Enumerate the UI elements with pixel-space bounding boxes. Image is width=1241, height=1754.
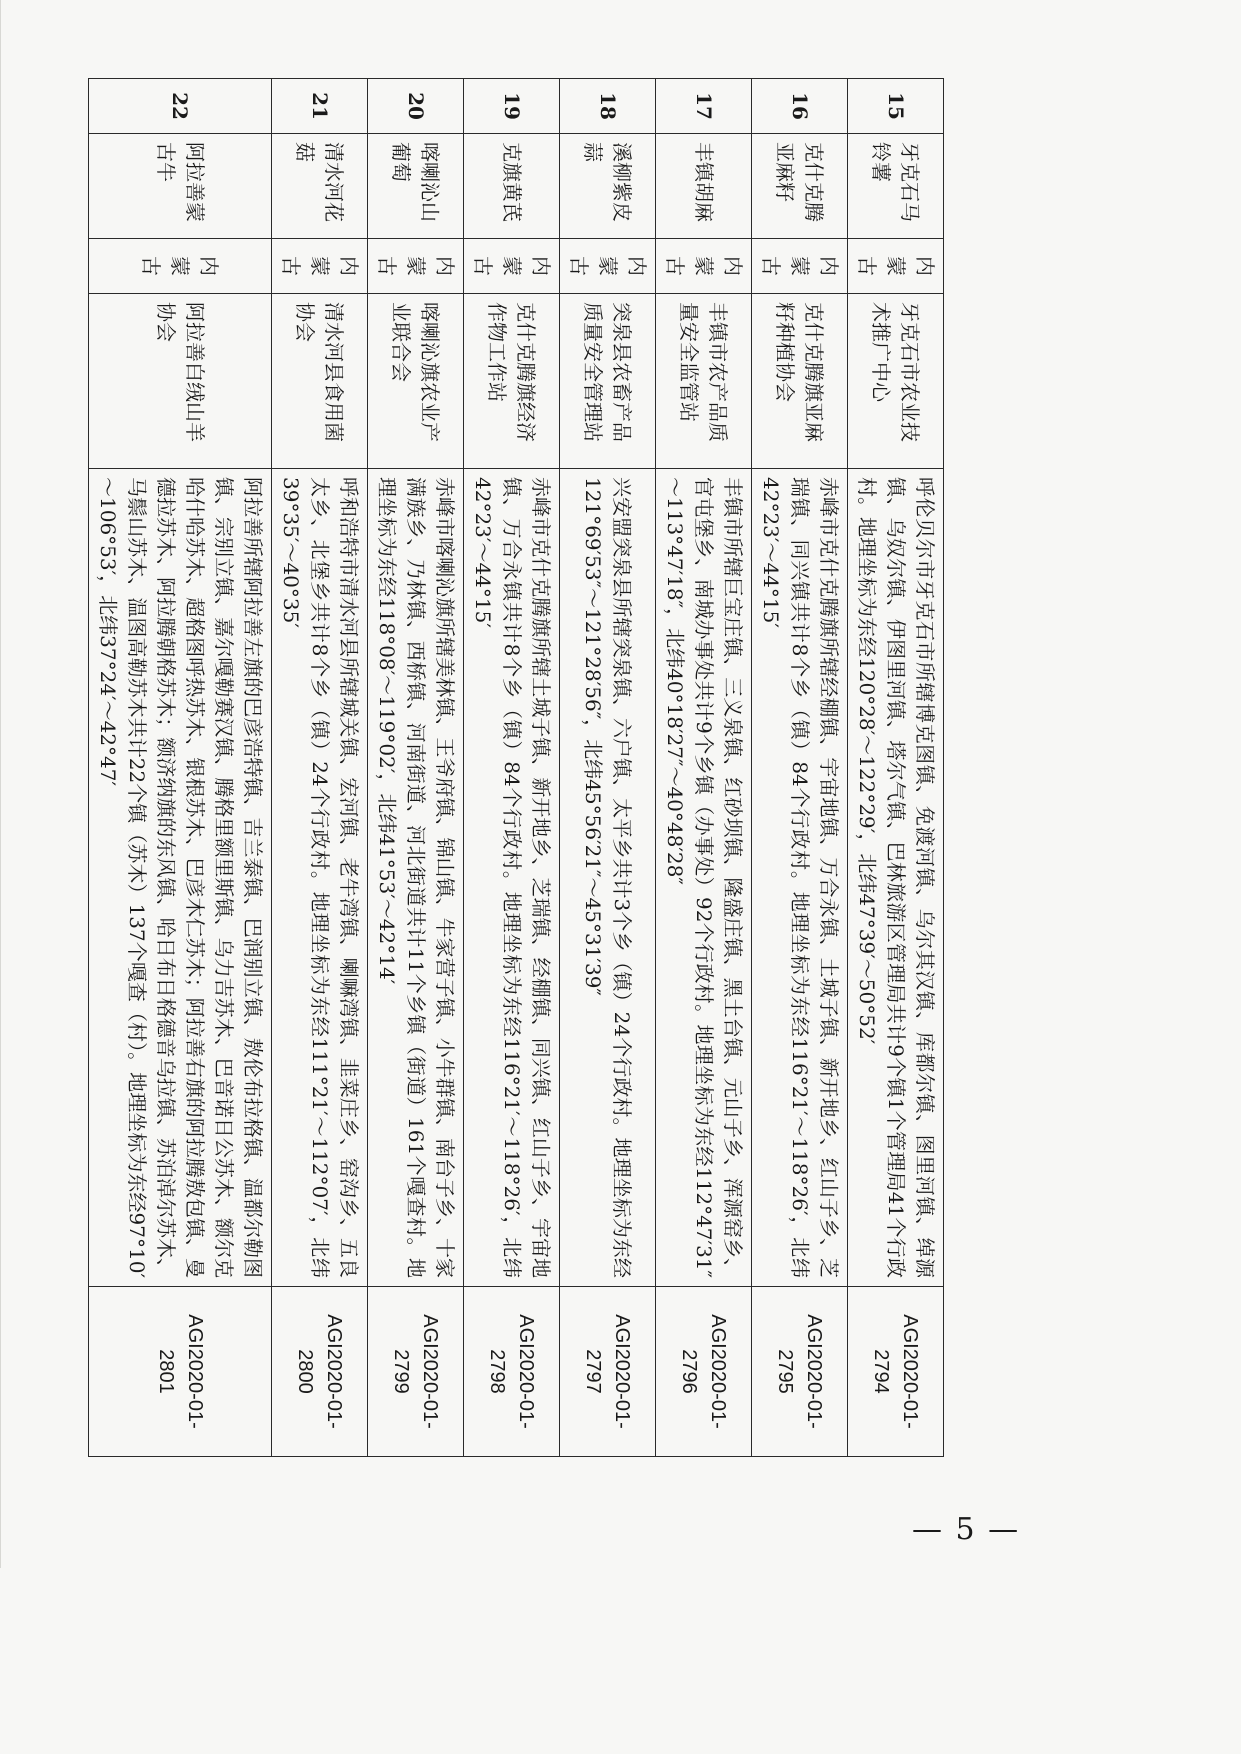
row-number: 19 (464, 79, 560, 134)
table-row (656, 79, 752, 1457)
row-number: 20 (368, 79, 464, 134)
product-name: 克旗黄芪 (464, 134, 560, 239)
protection-scope: 赤峰市克什克腾旗所辖经棚镇、宇宙地镇、万合永镇、土城子镇、新开地乡、红山子乡、芝瑞镇、同兴镇共计8个乡（镇）84个行政村。地理坐标为东经116°21′～118°26′，北纬42°23′～44°15′ (752, 469, 848, 1287)
certificate-code: AGI2020-01-2800 (272, 1287, 368, 1457)
table-row (89, 79, 272, 1457)
certificate-code: AGI2020-01-2799 (368, 1287, 464, 1457)
product-name: 清水河花菇 (272, 134, 368, 239)
row-number: 17 (656, 79, 752, 134)
applicant: 阿拉善白绒山羊协会 (89, 294, 272, 469)
certificate-code: AGI2020-01-2795 (752, 1287, 848, 1457)
certificate-code: AGI2020-01-2796 (656, 1287, 752, 1457)
certificate-code: AGI2020-01-2794 (848, 1287, 944, 1457)
applicant: 克什克腾旗经济作物工作站 (464, 294, 560, 469)
applicant: 清水河县食用菌协会 (272, 294, 368, 469)
province: 内蒙古 (89, 239, 272, 294)
table-row (368, 79, 464, 1457)
row-number: 21 (272, 79, 368, 134)
applicant: 突泉县农畜产品质量安全管理站 (560, 294, 656, 469)
protection-scope: 阿拉善所辖阿拉善左旗的巴彦浩特镇、吉兰泰镇、巴润别立镇、敖伦布拉格镇、温都尔勒图镇、宗别立镇、嘉尔嘎勒赛汉镇、腾格里额里斯镇、乌力吉苏木、巴音诺日公苏木、额尔克哈什哈苏木、超格图呼热苏木、银根苏木、巴彦木仁苏木；阿拉善右旗的阿拉腾敖包镇、曼德拉苏木、阿拉腾朝格苏木；额济纳旗的东风镇、哈日布日格德音乌拉镇、苏泊淖尔苏木、马鬃山苏木、温图高勒苏木共计22个镇（苏木）137个嘎查（村）。地理坐标为东经97°10′～106°53′，北纬37°24′～42°47′ (89, 469, 272, 1287)
page-number: — 5 — (912, 1512, 1021, 1547)
product-name: 丰镇胡麻 (656, 134, 752, 239)
row-number: 22 (89, 79, 272, 134)
protection-scope: 赤峰市克什克腾旗所辖土城子镇、新开地乡、芝瑞镇、经棚镇、同兴镇、红山子乡、宇宙地镇、万合永镇共计8个乡（镇）84个行政村。地理坐标为东经116°21′～118°26′，北纬42°23′～44°15′ (464, 469, 560, 1287)
applicant: 克什克腾旗亚麻籽种植协会 (752, 294, 848, 469)
table-row (848, 79, 944, 1457)
table-row (272, 79, 368, 1457)
registration-table (88, 78, 944, 1457)
table-row (560, 79, 656, 1457)
applicant: 牙克石市农业技术推广中心 (848, 294, 944, 469)
province: 内蒙古 (752, 239, 848, 294)
product-name: 牙克石马铃薯 (848, 134, 944, 239)
row-number: 18 (560, 79, 656, 134)
product-name: 喀喇沁山葡萄 (368, 134, 464, 239)
table-row (464, 79, 560, 1457)
product-name: 阿拉善蒙古牛 (89, 134, 272, 239)
row-number: 15 (848, 79, 944, 134)
province: 内蒙古 (464, 239, 560, 294)
certificate-code: AGI2020-01-2798 (464, 1287, 560, 1457)
certificate-code: AGI2020-01-2797 (560, 1287, 656, 1457)
rotated-table-wrapper (96, 78, 944, 1456)
province: 内蒙古 (272, 239, 368, 294)
protection-scope: 呼和浩特市清水河县所辖城关镇、宏河镇、老牛湾镇、喇嘛湾镇、韭菜庄乡、窑沟乡、五良太乡、北堡乡共计8个乡（镇）24个行政村。地理坐标为东经111°21′～112°07′，北纬39°35′～40°35′ (272, 469, 368, 1287)
table-row (752, 79, 848, 1457)
applicant: 丰镇市农产品质量安全监管站 (656, 294, 752, 469)
province: 内蒙古 (560, 239, 656, 294)
row-number: 16 (752, 79, 848, 134)
certificate-code: AGI2020-01-2801 (89, 1287, 272, 1457)
product-name: 溪柳紫皮蒜 (560, 134, 656, 239)
protection-scope: 丰镇市所辖巨宝庄镇、三义泉镇、红砂坝镇、隆盛庄镇、黑土台镇、元山子乡、浑源窑乡、官屯堡乡、南城办事处共计9个乡镇（办事处）92个行政村。地理坐标为东经112°47′31″～113°47′18″，北纬40°18′27″～40°48′28″ (656, 469, 752, 1287)
province: 内蒙古 (848, 239, 944, 294)
product-name: 克什克腾亚麻籽 (752, 134, 848, 239)
protection-scope: 呼伦贝尔市牙克石市所辖博克图镇、免渡河镇、乌尔其汉镇、库都尔镇、图里河镇、绰源镇、乌奴尔镇、伊图里河镇、塔尔气镇、巴林旅游区管理局共计9个镇1个管理局41个行政村。地理坐标为东经120°28′～122°29′，北纬47°39′～50°52′ (848, 469, 944, 1287)
province: 内蒙古 (368, 239, 464, 294)
applicant: 喀喇沁旗农业产业联合会 (368, 294, 464, 469)
protection-scope: 赤峰市喀喇沁旗所辖美林镇、王爷府镇、锦山镇、牛家营子镇、小牛群镇、南台子乡、十家满族乡、乃林镇、西桥镇、河南街道、河北街道共计11个乡镇（街道）161个嘎查村。地理坐标为东经118°08′～119°02′，北纬41°53′～42°14′ (368, 469, 464, 1287)
province: 内蒙古 (656, 239, 752, 294)
protection-scope: 兴安盟突泉县所辖突泉镇、六户镇、太平乡共计3个乡（镇）24个行政村。地理坐标为东经121°69′53″～121°28′56″，北纬45°56′21″～45°31′39″ (560, 469, 656, 1287)
